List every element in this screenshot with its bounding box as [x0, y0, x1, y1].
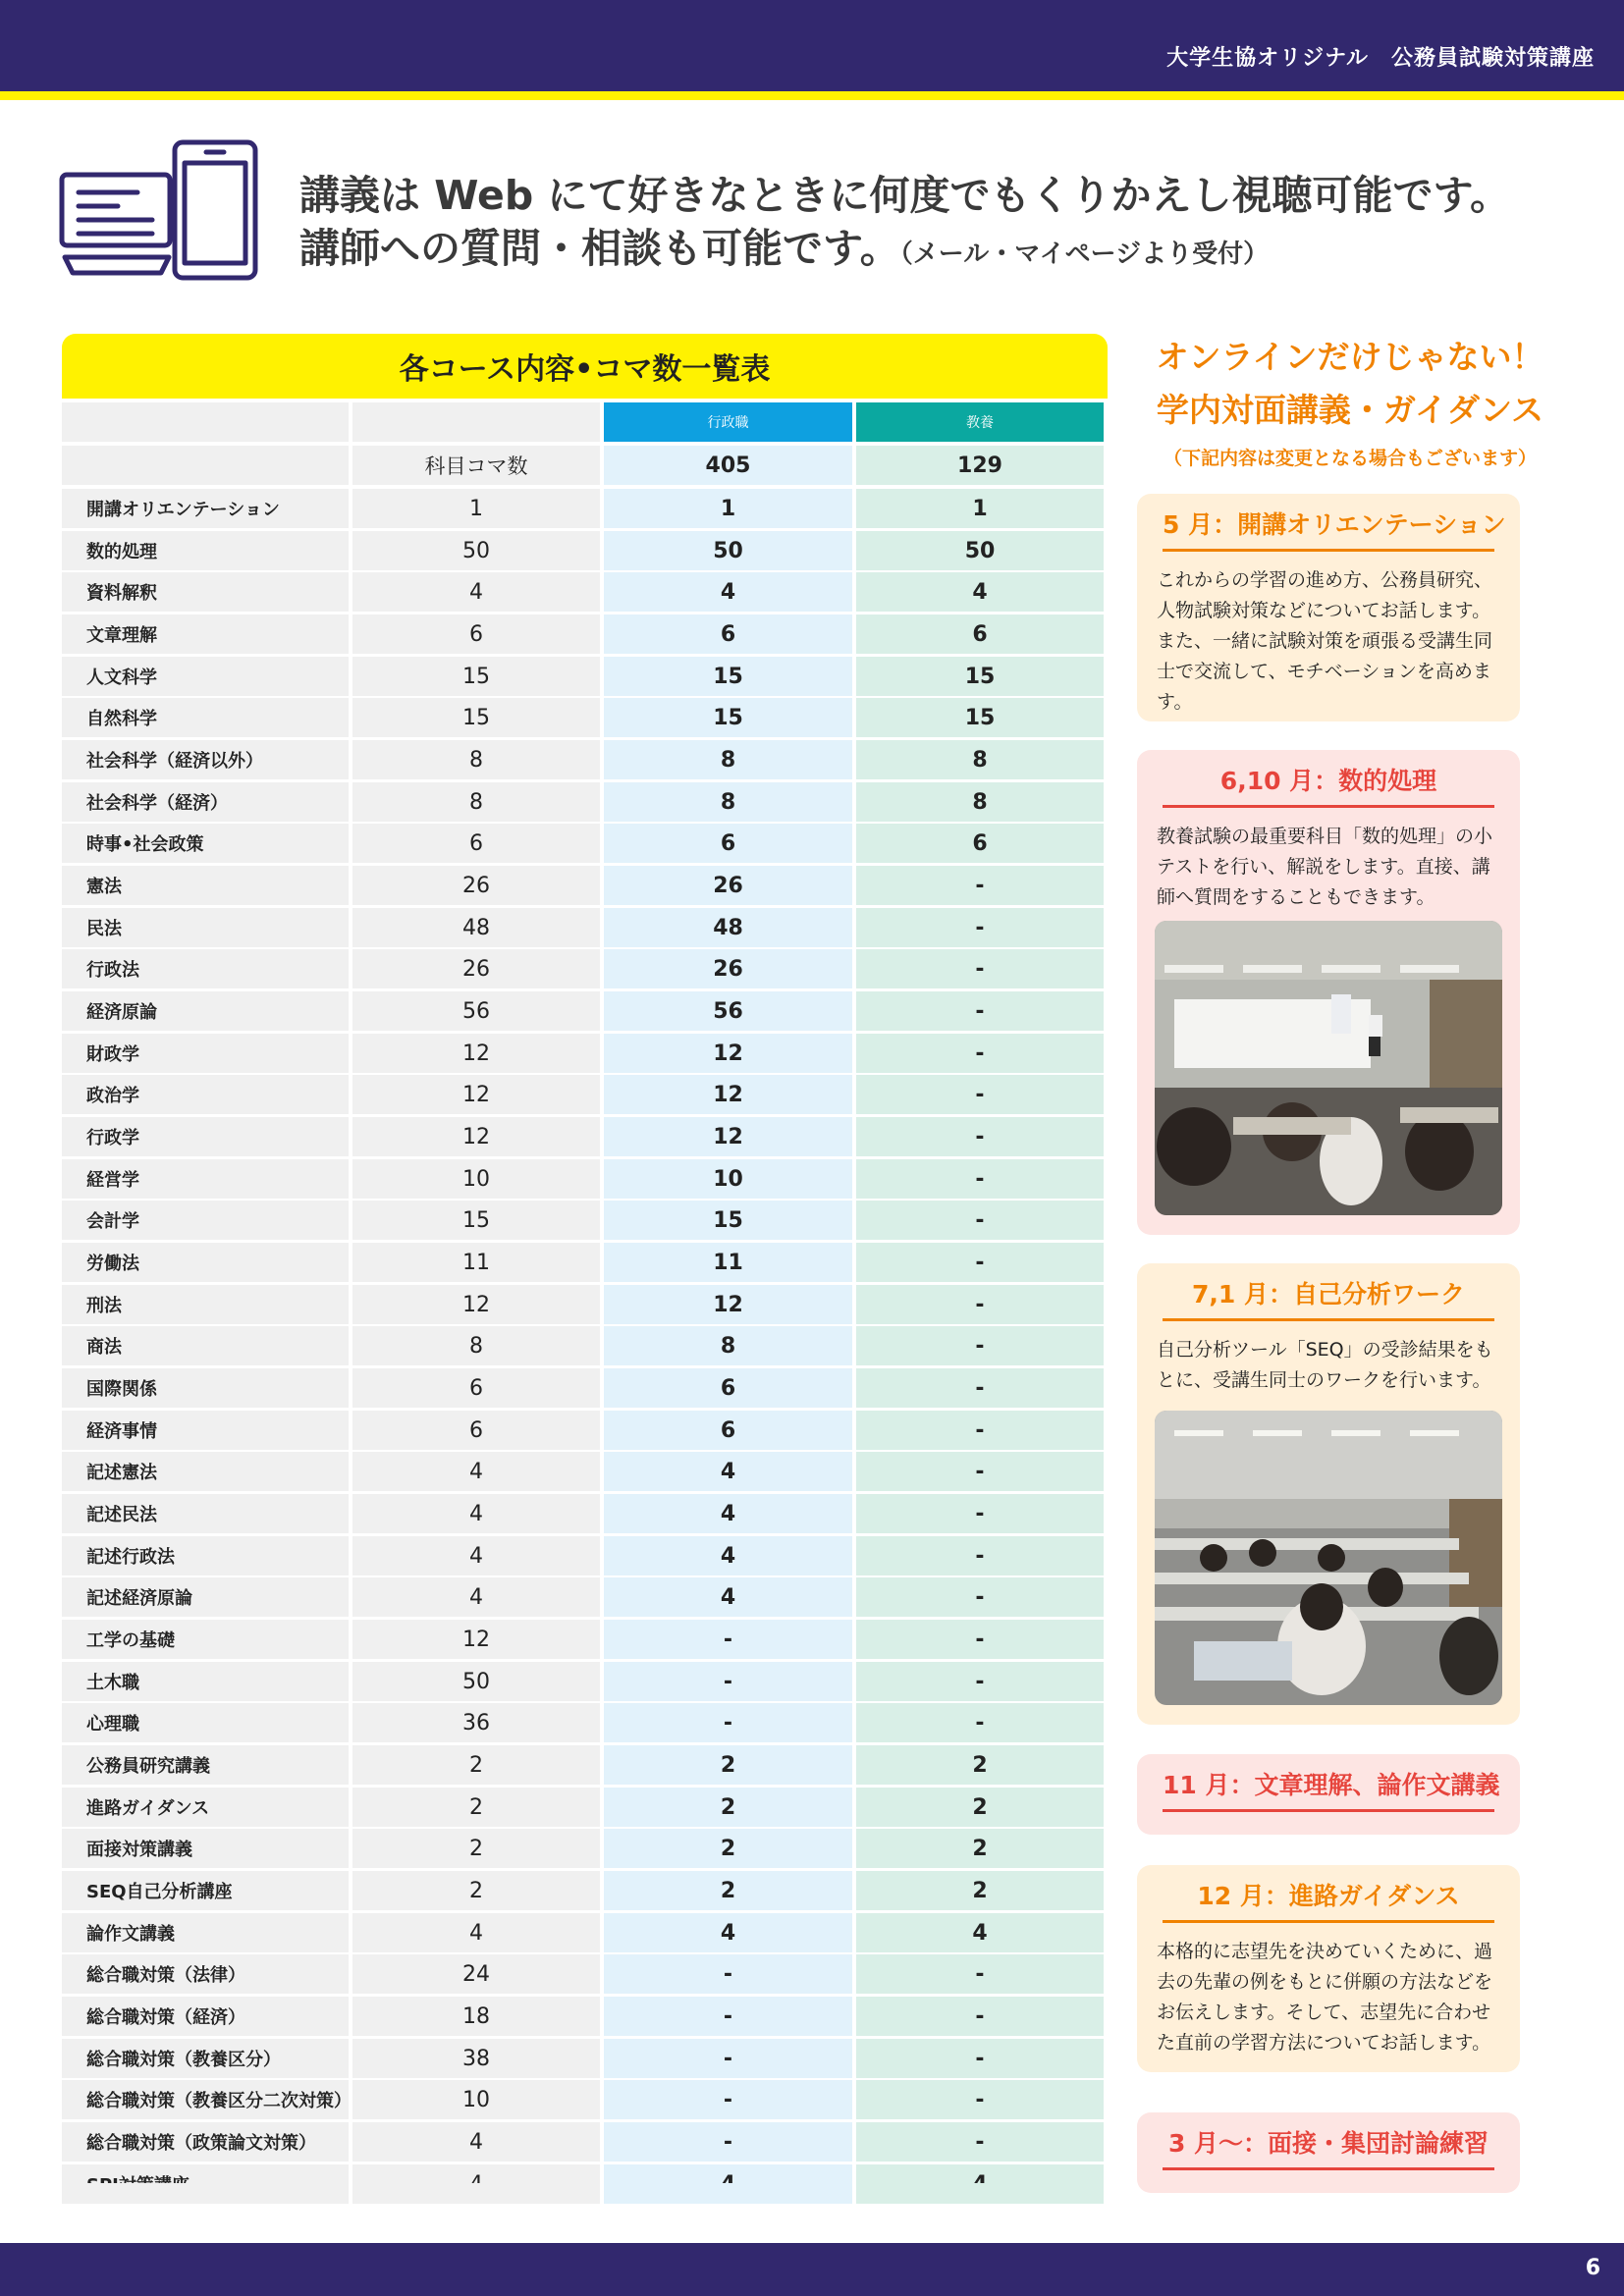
table-row — [62, 1285, 1108, 1324]
count-cell: 12 — [352, 1285, 600, 1324]
subject-cell: 総合職対策（経済） — [62, 1997, 349, 2036]
table-row — [62, 1075, 1108, 1114]
subject-cell: 財政学 — [62, 1034, 349, 1073]
kyoyo-cell: 2 — [856, 1788, 1104, 1827]
gyosei-cell: 10 — [604, 1159, 852, 1199]
event-card-heading: 12 月：進路ガイダンス — [1163, 1865, 1494, 1923]
table-row — [62, 824, 1108, 863]
subject-cell: 工学の基礎 — [62, 1620, 349, 1659]
count-cell: 56 — [352, 991, 600, 1031]
event-card-heading: 5 月：開講オリエンテーション — [1163, 494, 1494, 552]
gyosei-cell: - — [604, 1703, 852, 1742]
footer-bar — [0, 2243, 1624, 2296]
kyoyo-cell: - — [856, 991, 1104, 1031]
subject-cell: 土木職 — [62, 1662, 349, 1701]
table-row — [62, 657, 1108, 696]
table-row — [62, 531, 1108, 570]
gyosei-cell: 15 — [604, 657, 852, 696]
event-card-self-analysis — [1137, 1263, 1520, 1725]
table-row — [62, 1494, 1108, 1533]
event-card-body: これからの学習の進め方、公務員研究、人物試験対策などについてお話します。また、一緒に試験対策を頑張る受講生同士で交流して、モチベーションを高めます。 — [1157, 569, 1493, 713]
gyosei-cell: 4 — [604, 1452, 852, 1491]
subject-cell: 心理職 — [62, 1703, 349, 1742]
gyosei-cell: - — [604, 1620, 852, 1659]
count-cell: 36 — [352, 1703, 600, 1742]
subject-cell: 社会科学（経済以外） — [62, 740, 349, 779]
count-cell: 4 — [352, 1577, 600, 1617]
event-card-career-guidance — [1137, 1865, 1520, 2072]
table-row — [62, 1997, 1108, 2036]
total-kyoyo: 129 — [856, 446, 1104, 485]
event-card-heading: 6,10 月：数的処理 — [1163, 750, 1494, 808]
smartphone-icon — [175, 142, 255, 278]
subject-cell: 商法 — [62, 1326, 349, 1365]
gyosei-cell: - — [604, 1662, 852, 1701]
count-cell: 18 — [352, 1997, 600, 2036]
subject-cell: 時事•社会政策 — [62, 824, 349, 863]
gyosei-cell: 48 — [604, 908, 852, 947]
subject-cell: 経済事情 — [62, 1411, 349, 1450]
kyoyo-cell: 2 — [856, 1745, 1104, 1785]
gyosei-cell: 12 — [604, 1285, 852, 1324]
table-row — [62, 949, 1108, 988]
subject-cell: 行政法 — [62, 949, 349, 988]
gyosei-cell: 12 — [604, 1117, 852, 1156]
kyoyo-cell: 2 — [856, 1829, 1104, 1868]
gyosei-cell: 2 — [604, 1788, 852, 1827]
kyoyo-cell: - — [856, 1285, 1104, 1324]
total-row-blank — [62, 446, 349, 485]
kyoyo-cell: - — [856, 1326, 1104, 1365]
intro-line-1: 講義は Web にて好きなときに何度でもくりかえし視聴可能です。 — [299, 172, 1511, 219]
gyosei-cell: 4 — [604, 1577, 852, 1617]
count-cell: 12 — [352, 1620, 600, 1659]
device-icons — [59, 137, 265, 285]
intro-line-2 — [299, 216, 1269, 274]
subject-cell: 民法 — [62, 908, 349, 947]
event-card-orientation — [1137, 494, 1520, 721]
count-cell: 10 — [352, 2080, 600, 2119]
gyosei-cell: 8 — [604, 1326, 852, 1365]
gyosei-cell: 4 — [604, 1913, 852, 1952]
kyoyo-cell: - — [856, 1159, 1104, 1199]
total-label: 科目コマ数 — [352, 446, 600, 485]
event-card-body: 本格的に志望先を決めていくために、過去の先輩の例をもとに併願の方法などをお伝えします。そして、志望先に合わせた直前の学習方法についてお話します。 — [1157, 1941, 1493, 2054]
gyosei-cell: 50 — [604, 531, 852, 570]
count-cell: 8 — [352, 740, 600, 779]
subject-cell: 行政学 — [62, 1117, 349, 1156]
gyosei-cell: 2 — [604, 1871, 852, 1910]
subject-cell: 刑法 — [62, 1285, 349, 1324]
table-row — [62, 614, 1108, 654]
subject-cell: 国際関係 — [62, 1368, 349, 1408]
subject-cell: 社会科学（経済） — [62, 782, 349, 822]
table-row — [62, 1620, 1108, 1659]
count-cell: 12 — [352, 1117, 600, 1156]
kyoyo-cell: - — [856, 1620, 1104, 1659]
gyosei-cell: 2 — [604, 1829, 852, 1868]
table-row — [62, 1117, 1108, 1156]
subject-cell: 総合職対策（法律） — [62, 1954, 349, 1994]
table-row — [62, 489, 1108, 528]
subject-cell: 面接対策講義 — [62, 1829, 349, 1868]
table-row — [62, 1034, 1108, 1073]
table-row — [62, 1788, 1108, 1827]
table-row — [62, 1201, 1108, 1240]
kyoyo-cell: - — [856, 1243, 1104, 1282]
subject-cell: 資料解釈 — [62, 572, 349, 612]
event-card-body: 自己分析ツール「SEQ」の受診結果をもとに、受講生同士のワークを行います。 — [1157, 1339, 1493, 1391]
table-header-row — [62, 402, 1108, 442]
subject-cell: 記述経済原論 — [62, 1577, 349, 1617]
count-cell: 15 — [352, 698, 600, 737]
kyoyo-cell: - — [856, 908, 1104, 947]
count-cell: 6 — [352, 824, 600, 863]
table-row — [62, 2039, 1108, 2078]
subject-cell: 数的処理 — [62, 531, 349, 570]
kyoyo-cell: - — [856, 1201, 1104, 1240]
count-cell: 48 — [352, 908, 600, 947]
subject-cell: 記述民法 — [62, 1494, 349, 1533]
table-row — [62, 1745, 1108, 1785]
gyosei-cell: 11 — [604, 1243, 852, 1282]
table-row — [62, 1411, 1108, 1450]
table-row — [62, 1829, 1108, 1868]
kyoyo-cell: - — [856, 1411, 1104, 1450]
kyoyo-cell: - — [856, 2122, 1104, 2162]
kyoyo-cell: 1 — [856, 489, 1104, 528]
subject-cell: 経営学 — [62, 1159, 349, 1199]
subject-cell: 人文科学 — [62, 657, 349, 696]
kyoyo-cell: - — [856, 866, 1104, 905]
header-cell-kyoyo: 教養 — [856, 402, 1104, 442]
table-row — [62, 2080, 1108, 2119]
table-row — [62, 1326, 1108, 1365]
count-cell: 4 — [352, 2122, 600, 2162]
kyoyo-cell: 15 — [856, 698, 1104, 737]
gyosei-cell: 2 — [604, 1745, 852, 1785]
gyosei-cell: 6 — [604, 614, 852, 654]
subject-cell: SEQ自己分析講座 — [62, 1871, 349, 1910]
kyoyo-cell: 6 — [856, 614, 1104, 654]
kyoyo-cell: - — [856, 1034, 1104, 1073]
table-row — [62, 1536, 1108, 1575]
subject-cell: 会計学 — [62, 1201, 349, 1240]
subject-cell: 総合職対策（教養区分二次対策） — [62, 2080, 349, 2119]
event-card-heading: 3 月～：面接・集団討論練習 — [1163, 2112, 1494, 2170]
subject-cell: 総合職対策（政策論文対策） — [62, 2122, 349, 2162]
kyoyo-cell: 8 — [856, 782, 1104, 822]
gyosei-cell: 6 — [604, 1368, 852, 1408]
count-cell: 4 — [352, 1536, 600, 1575]
count-cell: 12 — [352, 1034, 600, 1073]
subject-cell: 自然科学 — [62, 698, 349, 737]
count-cell: 2 — [352, 1829, 600, 1868]
table-row — [62, 1662, 1108, 1701]
table-title: 各コース内容•コマ数一覧表 — [62, 334, 1108, 399]
count-cell: 24 — [352, 1954, 600, 1994]
kyoyo-cell: 4 — [856, 572, 1104, 612]
lecture-hall-photo — [1155, 1411, 1502, 1705]
kyoyo-cell: 6 — [856, 824, 1104, 863]
gyosei-cell: 6 — [604, 1411, 852, 1450]
subject-cell: 総合職対策（教養区分） — [62, 2039, 349, 2078]
count-cell: 4 — [352, 572, 600, 612]
page-number: 6 — [1585, 2256, 1600, 2280]
table-row — [62, 908, 1108, 947]
kyoyo-cell: - — [856, 1536, 1104, 1575]
kyoyo-cell: 4 — [856, 1913, 1104, 1952]
kyoyo-cell: - — [856, 1577, 1104, 1617]
count-cell: 8 — [352, 782, 600, 822]
subject-cell: 経済原論 — [62, 991, 349, 1031]
gyosei-cell: 4 — [604, 1536, 852, 1575]
count-cell: 6 — [352, 1411, 600, 1450]
gyosei-cell: 56 — [604, 991, 852, 1031]
kyoyo-cell: - — [856, 949, 1104, 988]
gyosei-cell: - — [604, 2122, 852, 2162]
gyosei-cell: 12 — [604, 1034, 852, 1073]
gyosei-cell: - — [604, 2080, 852, 2119]
gyosei-cell: 26 — [604, 949, 852, 988]
count-cell: 4 — [352, 1494, 600, 1533]
table-row — [62, 1368, 1108, 1408]
gyosei-cell: 1 — [604, 489, 852, 528]
gyosei-cell: - — [604, 1954, 852, 1994]
kyoyo-cell: 8 — [856, 740, 1104, 779]
table-row — [62, 1159, 1108, 1199]
gyosei-cell: 6 — [604, 824, 852, 863]
header-accent-stripe — [0, 91, 1624, 100]
subject-cell: 開講オリエンテーション — [62, 489, 349, 528]
subject-cell: 公務員研究講義 — [62, 1745, 349, 1785]
count-cell: 2 — [352, 1788, 600, 1827]
table-row — [62, 1243, 1108, 1282]
table-row — [62, 698, 1108, 737]
count-cell: 26 — [352, 949, 600, 988]
count-cell: 6 — [352, 1368, 600, 1408]
right-title-line-1: オンラインだけじゃない！ — [1156, 338, 1544, 376]
table-row — [62, 1577, 1108, 1617]
intro-line-2-main: 講師への質問・相談も可能です。 — [299, 225, 900, 272]
count-cell: 8 — [352, 1326, 600, 1365]
header-cell-gyosei: 行政職 — [604, 402, 852, 442]
kyoyo-cell: - — [856, 1368, 1104, 1408]
kyoyo-cell: - — [856, 1452, 1104, 1491]
right-title-line-2: 学内対面講義・ガイダンス — [1156, 391, 1544, 429]
table-bottom-fill — [62, 2183, 1108, 2203]
classroom-photo — [1155, 921, 1502, 1215]
table-row — [62, 1703, 1108, 1742]
count-cell: 12 — [352, 1075, 600, 1114]
kyoyo-cell: - — [856, 1997, 1104, 2036]
kyoyo-cell: - — [856, 1117, 1104, 1156]
table-row — [62, 866, 1108, 905]
event-card-writing — [1137, 1754, 1520, 1835]
count-cell: 15 — [352, 1201, 600, 1240]
gyosei-cell: 8 — [604, 740, 852, 779]
count-cell: 4 — [352, 1913, 600, 1952]
gyosei-cell: 8 — [604, 782, 852, 822]
subject-cell: 論作文講義 — [62, 1913, 349, 1952]
table-row — [62, 1871, 1108, 1910]
header-cell-count — [352, 402, 600, 442]
subject-cell: 憲法 — [62, 866, 349, 905]
subject-cell: 進路ガイダンス — [62, 1788, 349, 1827]
count-cell: 2 — [352, 1871, 600, 1910]
kyoyo-cell: - — [856, 2080, 1104, 2119]
total-gyosei: 405 — [604, 446, 852, 485]
table-row — [62, 782, 1108, 822]
event-card-heading: 11 月：文章理解、論作文講義 — [1163, 1754, 1494, 1812]
count-cell: 2 — [352, 1745, 600, 1785]
gyosei-cell: - — [604, 2039, 852, 2078]
table-row — [62, 1954, 1108, 1994]
table-row — [62, 572, 1108, 612]
kyoyo-cell: 50 — [856, 531, 1104, 570]
gyosei-cell: 15 — [604, 1201, 852, 1240]
gyosei-cell: 26 — [604, 866, 852, 905]
gyosei-cell: - — [604, 1997, 852, 2036]
header-cell-subject — [62, 402, 349, 442]
kyoyo-cell: - — [856, 1075, 1104, 1114]
kyoyo-cell: - — [856, 1954, 1104, 1994]
table-row — [62, 991, 1108, 1031]
computer-monitor-icon — [62, 175, 170, 273]
gyosei-cell: 15 — [604, 698, 852, 737]
gyosei-cell: 4 — [604, 1494, 852, 1533]
kyoyo-cell: - — [856, 1703, 1104, 1742]
kyoyo-cell: - — [856, 1662, 1104, 1701]
intro-line-2-note: （メール・マイページより受付） — [899, 240, 1270, 269]
subject-cell: 記述行政法 — [62, 1536, 349, 1575]
header-title: 大学生協オリジナル 公務員試験対策講座 — [1166, 46, 1595, 71]
kyoyo-cell: 2 — [856, 1871, 1104, 1910]
kyoyo-cell: - — [856, 2039, 1104, 2078]
event-card-body: 教養試験の最重要科目「数的処理」の小テストを行い、解説をします。直接、講師へ質問をすることもできます。 — [1157, 826, 1493, 908]
right-note: （下記内容は変更となる場合もございます） — [1163, 448, 1537, 469]
table-row — [62, 740, 1108, 779]
count-cell: 6 — [352, 614, 600, 654]
count-cell: 38 — [352, 2039, 600, 2078]
table-row — [62, 1452, 1108, 1491]
count-cell: 50 — [352, 531, 600, 570]
count-cell: 15 — [352, 657, 600, 696]
count-cell: 11 — [352, 1243, 600, 1282]
table-row — [62, 1913, 1108, 1952]
gyosei-cell: 4 — [604, 572, 852, 612]
subject-cell: 記述憲法 — [62, 1452, 349, 1491]
event-card-interview-practice — [1137, 2112, 1520, 2193]
count-cell: 26 — [352, 866, 600, 905]
count-cell: 4 — [352, 1452, 600, 1491]
table-row — [62, 2122, 1108, 2162]
count-cell: 1 — [352, 489, 600, 528]
subject-cell: 文章理解 — [62, 614, 349, 654]
subject-cell: 労働法 — [62, 1243, 349, 1282]
event-card-heading: 7,1 月：自己分析ワーク — [1163, 1263, 1494, 1321]
table-total-row — [62, 446, 1108, 485]
kyoyo-cell: 15 — [856, 657, 1104, 696]
subject-cell: 政治学 — [62, 1075, 349, 1114]
kyoyo-cell: - — [856, 1494, 1104, 1533]
event-card-math — [1137, 750, 1520, 1235]
gyosei-cell: 12 — [604, 1075, 852, 1114]
count-cell: 10 — [352, 1159, 600, 1199]
course-table — [62, 334, 1108, 2155]
count-cell: 50 — [352, 1662, 600, 1701]
